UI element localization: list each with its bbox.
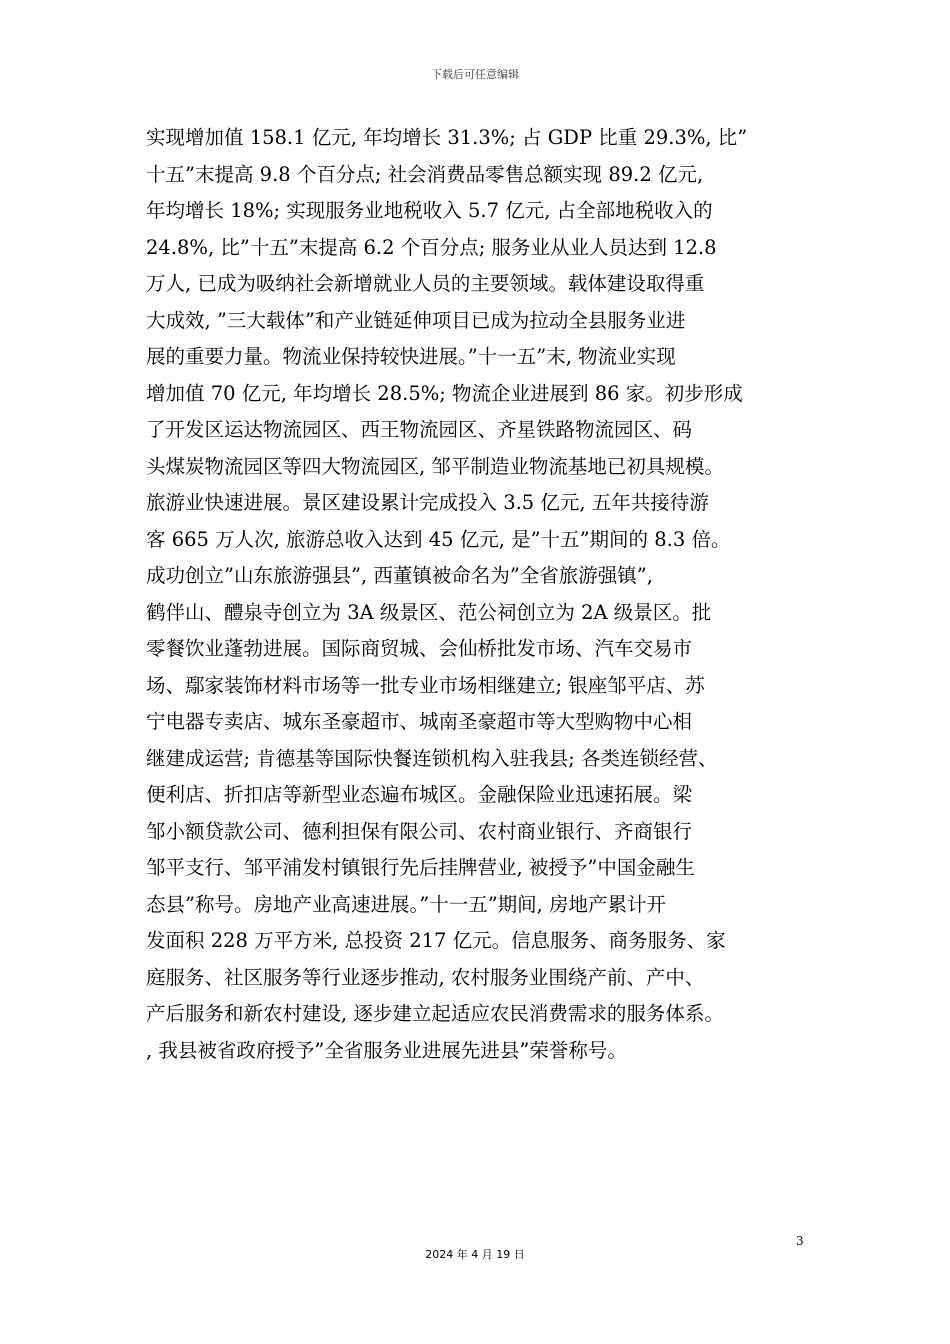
- body-line: 便利店、折扣店等新型业态遍布城区。金融保险业迅速拓展。梁: [146, 783, 693, 806]
- body-line: 继建成运营; 肯德基等国际快餐连锁机构入驻我县; 各类连锁经营、: [146, 746, 718, 770]
- body-text: [146, 120, 826, 1069]
- body-line: 旅游业快速进展。景区建设累计完成投入 3.5 亿元, 五年共接待游: [146, 491, 709, 514]
- body-line: , 我县被省政府授予”全省服务业进展先进县”荣誉称号。: [146, 1038, 627, 1062]
- body-line: 鹤伴山、醴泉寺创立为 3A 级景区、范公祠创立为 2A 级景区。批: [146, 600, 712, 624]
- body-line: 客 665 万人次, 旅游总收入达到 45 亿元, 是”十五”期间的 8.3 倍。: [146, 527, 731, 551]
- header-note: 下载后可任意编辑: [431, 68, 519, 81]
- body-line: 大成效, ”三大载体”和产业链延伸项目已成为拉动全县服务业进: [146, 308, 686, 332]
- body-line: 了开发区运达物流园区、西王物流园区、齐星铁路物流园区、码: [146, 418, 693, 441]
- body-line: 成功创立”山东旅游强县”, 西董镇被命名为”全省旅游强镇”,: [146, 564, 653, 587]
- body-line: 年均增长 18%; 实现服务业地税收入 5.7 亿元, 占全部地税收入的: [146, 199, 713, 222]
- body-line: 邹小额贷款公司、德利担保有限公司、农村商业银行、齐商银行: [146, 819, 693, 843]
- body-line: 发面积 228 万平方米, 总投资 217 亿元。信息服务、商务服务、家: [146, 929, 726, 952]
- body-line: 增加值 70 亿元, 年均增长 28.5%; 物流企业进展到 86 家。初步形成: [146, 381, 743, 405]
- body-line: 万人, 已成为吸纳社会新增就业人员的主要领域。载体建设取得重: [146, 272, 705, 295]
- body-line: 场、鄢家装饰材料市场等一批专业市场相继建立; 银座邹平店、苏: [146, 673, 705, 697]
- body-line: 零餐饮业蓬勃进展。国际商贸城、会仙桥批发市场、汽车交易市: [146, 637, 693, 660]
- body-line: 庭服务、社区服务等行业逐步推动, 农村服务业围绕产前、产中、: [146, 965, 705, 989]
- body-line: 产后服务和新农村建设, 逐步建立起适应农民消费需求的服务体系。: [146, 1002, 724, 1025]
- body-line: 邹平支行、邹平浦发村镇银行先后挂牌营业, 被授予”中国金融生: [146, 856, 695, 879]
- body-line: 展的重要力量。物流业保持较快进展。”十一五”末, 物流业实现: [146, 345, 676, 368]
- body-line: 宁电器专卖店、城东圣豪超市、城南圣豪超市等大型购物中心相: [146, 710, 693, 733]
- body-line: 24.8%, 比”十五”末提高 6.2 个百分点; 服务业从业人员达到 12.8: [146, 235, 717, 259]
- body-line: 十五”末提高 9.8 个百分点; 社会消费品零售总额实现 89.2 亿元,: [146, 162, 704, 186]
- body-line: 态县”称号。房地产业高速进展。”十一五”期间, 房地产累计开: [146, 892, 667, 916]
- body-line: 头煤炭物流园区等四大物流园区, 邹平制造业物流基地已初具规模。: [146, 454, 724, 478]
- footer-date: 2024 年 4 月 19 日: [425, 1248, 525, 1261]
- body-line: 实现增加值 158.1 亿元, 年均增长 31.3%; 占 GDP 比重 29.3%, 比”: [146, 126, 748, 149]
- page-number: 3: [796, 1234, 804, 1248]
